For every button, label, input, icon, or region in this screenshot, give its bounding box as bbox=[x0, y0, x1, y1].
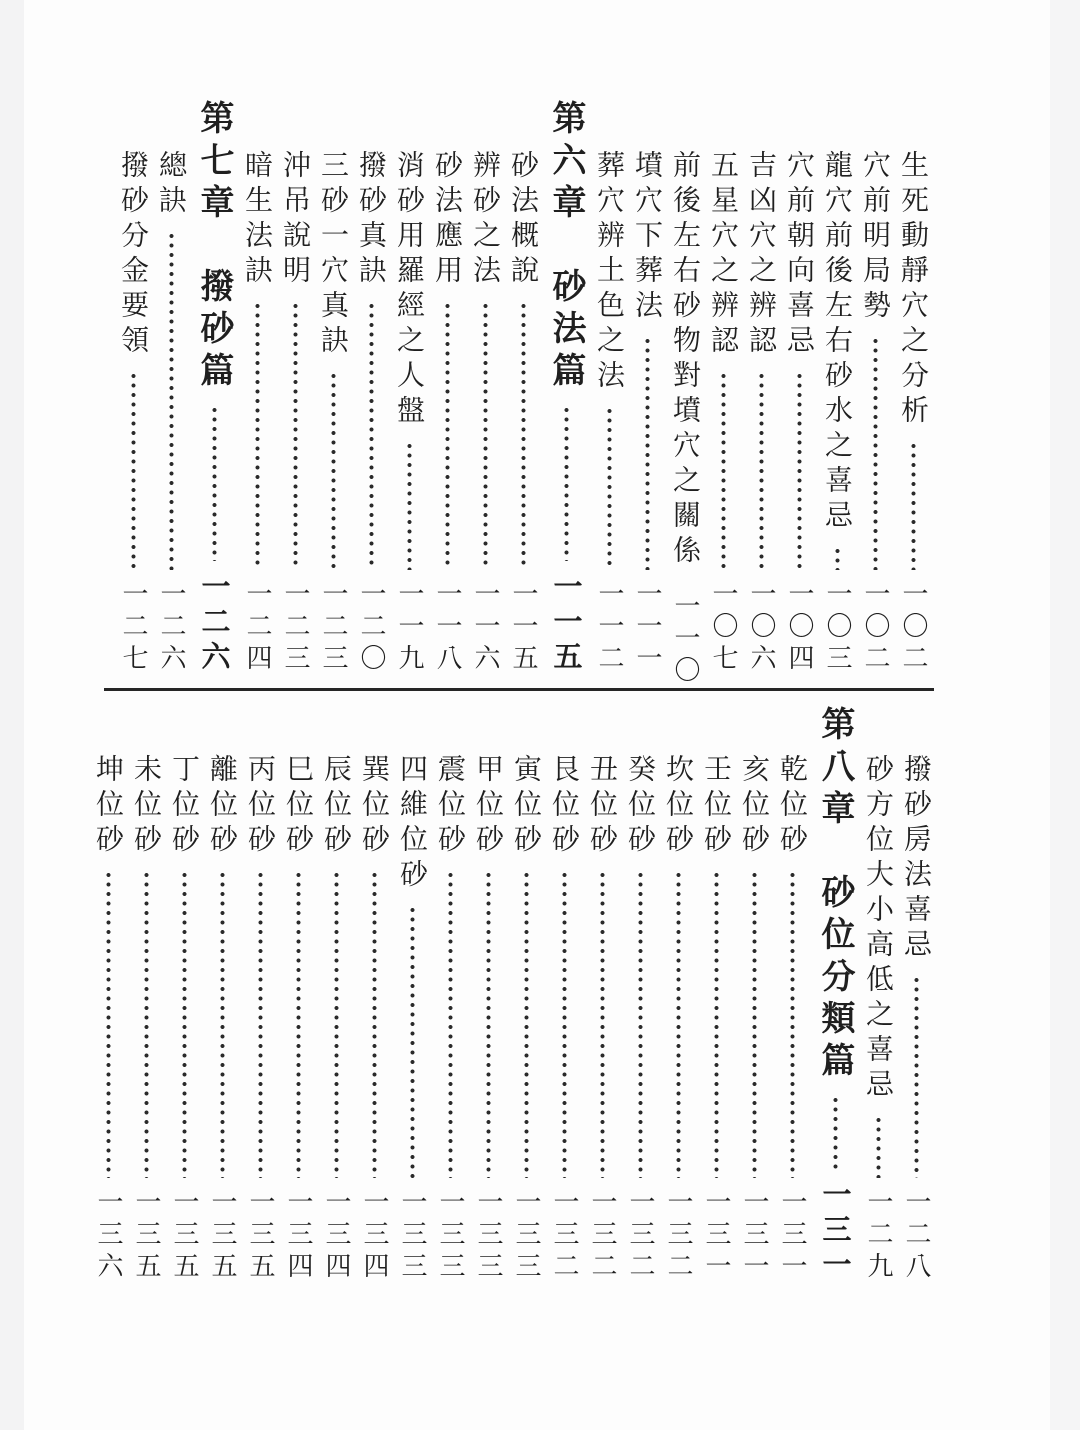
entry-page-number: 一二四 bbox=[242, 580, 272, 676]
entry-page-number: 一三三 bbox=[511, 1188, 541, 1284]
dotted-leader bbox=[331, 372, 336, 570]
toc-entry bbox=[355, 698, 393, 1306]
toc-entry bbox=[89, 698, 127, 1306]
toc-entry bbox=[276, 100, 314, 680]
toc-entry bbox=[238, 100, 276, 680]
entry-title: 撥砂真訣 bbox=[355, 150, 388, 290]
entry-title: 墳穴下葬法 bbox=[631, 150, 664, 325]
entry-page-number: 一二〇 bbox=[356, 580, 386, 676]
entry-page-number: 一三五 bbox=[131, 1188, 161, 1284]
toc-entry bbox=[780, 100, 818, 680]
entry-title: 壬位砂 bbox=[700, 754, 733, 859]
toc-entry bbox=[317, 698, 355, 1306]
entry-page-number: 一三三 bbox=[473, 1188, 503, 1284]
entry-title: 第七章 撥砂篇 bbox=[194, 100, 234, 394]
toc-entry bbox=[507, 698, 545, 1306]
toc-entry bbox=[152, 100, 190, 680]
dotted-leader bbox=[106, 871, 111, 1178]
entry-title: 砂方位大小高低之喜忌 bbox=[862, 754, 895, 1104]
entry-title: 龍穴前後左右砂水之喜忌 bbox=[821, 150, 854, 535]
entry-title: 丁位砂 bbox=[168, 754, 201, 859]
entry-page-number: 一二三 bbox=[280, 580, 310, 676]
dotted-leader bbox=[486, 871, 491, 1178]
dotted-leader bbox=[521, 302, 526, 570]
dotted-leader bbox=[676, 871, 681, 1178]
toc-entry bbox=[742, 100, 780, 680]
dotted-leader bbox=[448, 871, 453, 1178]
toc-entry bbox=[127, 698, 165, 1306]
entry-page-number: 一一五 bbox=[508, 580, 538, 676]
dotted-leader bbox=[873, 337, 878, 570]
entry-page-number: 一三二 bbox=[663, 1188, 693, 1284]
entry-title: 辨砂之法 bbox=[469, 150, 502, 290]
toc-entry bbox=[897, 698, 935, 1306]
toc-entry bbox=[428, 100, 466, 680]
dotted-leader bbox=[372, 871, 377, 1178]
entry-title: 寅位砂 bbox=[510, 754, 543, 859]
toc-entry bbox=[114, 100, 152, 680]
entry-title: 坎位砂 bbox=[662, 754, 695, 859]
dotted-leader bbox=[833, 1096, 838, 1169]
dotted-leader bbox=[607, 407, 612, 570]
entry-title: 乾位砂 bbox=[776, 754, 809, 859]
entry-title: 未位砂 bbox=[130, 754, 163, 859]
toc-entry bbox=[545, 698, 583, 1306]
toc-entry bbox=[621, 698, 659, 1306]
toc-entry bbox=[279, 698, 317, 1306]
toc-entry bbox=[390, 100, 428, 680]
toc-entry bbox=[352, 100, 390, 680]
entry-title: 穴前朝向喜忌 bbox=[783, 150, 816, 360]
entry-title: 吉凶穴之辨認 bbox=[745, 150, 778, 360]
dotted-leader bbox=[645, 337, 650, 570]
entry-title: 五星穴之辨認 bbox=[707, 150, 740, 360]
entry-page-number: 一〇六 bbox=[746, 580, 776, 676]
dotted-leader bbox=[407, 442, 412, 570]
dotted-leader bbox=[790, 871, 795, 1178]
dotted-leader bbox=[759, 372, 764, 570]
entry-page-number: 一〇七 bbox=[708, 580, 738, 676]
entry-page-number: 一一一 bbox=[632, 580, 662, 676]
entry-page-number: 一三三 bbox=[435, 1188, 465, 1284]
toc-section-bottom bbox=[89, 698, 935, 1306]
entry-title: 暗生法訣 bbox=[241, 150, 274, 290]
dotted-leader bbox=[835, 547, 840, 570]
entry-page-number: 一三五 bbox=[207, 1188, 237, 1284]
toc-entry bbox=[203, 698, 241, 1306]
toc-entry bbox=[469, 698, 507, 1306]
entry-title: 總訣 bbox=[155, 150, 188, 220]
page-left-margin-shadow bbox=[0, 0, 24, 1430]
toc-entry bbox=[393, 698, 431, 1306]
dotted-leader bbox=[564, 406, 569, 561]
entry-page-number: 一一六 bbox=[470, 580, 500, 676]
toc-entry bbox=[431, 698, 469, 1306]
dotted-leader bbox=[445, 302, 450, 570]
dotted-leader bbox=[797, 372, 802, 570]
dotted-leader bbox=[369, 302, 374, 570]
dotted-leader bbox=[562, 871, 567, 1178]
toc-entry bbox=[811, 698, 859, 1306]
entry-page-number: 一一八 bbox=[432, 580, 462, 676]
entry-title: 生死動靜穴之分析 bbox=[897, 150, 930, 430]
entry-page-number: 一〇三 bbox=[822, 580, 852, 676]
entry-page-number: 一一二 bbox=[594, 580, 624, 676]
entry-title: 震位砂 bbox=[434, 754, 467, 859]
entry-page-number: 一三一 bbox=[701, 1188, 731, 1284]
entry-title: 砂法概說 bbox=[507, 150, 540, 290]
entry-page-number: 一〇四 bbox=[784, 580, 814, 676]
entry-title: 坤位砂 bbox=[92, 754, 125, 859]
page-right-margin-shadow bbox=[1050, 0, 1080, 1430]
entry-page-number: 一二三 bbox=[318, 580, 348, 676]
entry-page-number: 一三一 bbox=[739, 1188, 769, 1284]
entry-page-number: 一三三 bbox=[397, 1188, 427, 1284]
toc-entry bbox=[466, 100, 504, 680]
dotted-leader bbox=[914, 976, 919, 1178]
entry-title: 撥砂房法喜忌 bbox=[900, 754, 933, 964]
dotted-leader bbox=[220, 871, 225, 1178]
entry-title: 第六章 砂法篇 bbox=[546, 100, 586, 394]
dotted-leader bbox=[410, 906, 415, 1178]
entry-page-number: 一二九 bbox=[863, 1188, 893, 1284]
dotted-leader bbox=[182, 871, 187, 1178]
dotted-leader bbox=[296, 871, 301, 1178]
entry-title: 三砂一穴真訣 bbox=[317, 150, 350, 360]
dotted-leader bbox=[293, 302, 298, 570]
dotted-leader bbox=[721, 372, 726, 570]
entry-title: 沖吊說明 bbox=[279, 150, 312, 290]
entry-page-number: 一二六 bbox=[197, 571, 232, 676]
entry-title: 撥砂分金要領 bbox=[117, 150, 150, 360]
entry-title: 亥位砂 bbox=[738, 754, 771, 859]
toc-entry bbox=[504, 100, 542, 680]
entry-page-number: 一三五 bbox=[245, 1188, 275, 1284]
entry-title: 砂法應用 bbox=[431, 150, 464, 290]
toc-entry bbox=[735, 698, 773, 1306]
toc-entry bbox=[659, 698, 697, 1306]
entry-page-number: 一〇二 bbox=[860, 580, 890, 676]
entry-page-number: 一三一 bbox=[777, 1188, 807, 1284]
entry-page-number: 一三二 bbox=[549, 1188, 579, 1284]
dotted-leader bbox=[212, 406, 217, 561]
entry-title: 第八章 砂位分類篇 bbox=[815, 706, 855, 1084]
entry-title: 四維位砂 bbox=[396, 754, 429, 894]
toc-entry bbox=[165, 698, 203, 1306]
entry-page-number: 一三四 bbox=[359, 1188, 389, 1284]
dotted-leader bbox=[483, 302, 488, 570]
entry-title: 穴前明局勢 bbox=[859, 150, 892, 325]
entry-title: 巳位砂 bbox=[282, 754, 315, 859]
dotted-leader bbox=[638, 871, 643, 1178]
toc-entry bbox=[542, 100, 590, 680]
entry-title: 離位砂 bbox=[206, 754, 239, 859]
entry-title: 丙位砂 bbox=[244, 754, 277, 859]
entry-page-number: 一一〇 bbox=[670, 592, 700, 688]
dotted-leader bbox=[169, 232, 174, 570]
entry-page-number: 一三一 bbox=[818, 1179, 853, 1284]
entry-title: 艮位砂 bbox=[548, 754, 581, 859]
toc-entry bbox=[190, 100, 238, 680]
toc-entry bbox=[590, 100, 628, 680]
dotted-leader bbox=[876, 1116, 881, 1178]
toc-entry bbox=[241, 698, 279, 1306]
entry-page-number: 一三四 bbox=[283, 1188, 313, 1284]
toc-entry bbox=[859, 698, 897, 1306]
toc-entry bbox=[628, 100, 666, 680]
entry-title: 前後左右砂物對墳穴之關係 bbox=[669, 150, 702, 570]
toc-entry bbox=[666, 100, 704, 688]
entry-page-number: 一〇二 bbox=[898, 580, 928, 676]
entry-title: 丑位砂 bbox=[586, 754, 619, 859]
entry-page-number: 一三六 bbox=[93, 1188, 123, 1284]
entry-page-number: 一二八 bbox=[901, 1188, 931, 1284]
entry-page-number: 一一九 bbox=[394, 580, 424, 676]
toc-entry bbox=[697, 698, 735, 1306]
entry-title: 巽位砂 bbox=[358, 754, 391, 859]
entry-title: 甲位砂 bbox=[472, 754, 505, 859]
toc-entry bbox=[773, 698, 811, 1306]
toc-entry bbox=[894, 100, 932, 680]
dotted-leader bbox=[255, 302, 260, 570]
toc-entry bbox=[818, 100, 856, 680]
entry-page-number: 一三二 bbox=[587, 1188, 617, 1284]
entry-title: 消砂用羅經之人盤 bbox=[393, 150, 426, 430]
entry-page-number: 一三四 bbox=[321, 1188, 351, 1284]
dotted-leader bbox=[131, 372, 136, 570]
dotted-leader bbox=[258, 871, 263, 1178]
dotted-leader bbox=[752, 871, 757, 1178]
dotted-leader bbox=[714, 871, 719, 1178]
entry-title: 辰位砂 bbox=[320, 754, 353, 859]
toc-section-top bbox=[114, 100, 932, 688]
toc-entry bbox=[704, 100, 742, 680]
toc-entry bbox=[314, 100, 352, 680]
entry-page-number: 一三五 bbox=[169, 1188, 199, 1284]
entry-title: 葬穴辨土色之法 bbox=[593, 150, 626, 395]
dotted-leader bbox=[911, 442, 916, 570]
dotted-leader bbox=[334, 871, 339, 1178]
entry-page-number: 一二六 bbox=[156, 580, 186, 676]
dotted-leader bbox=[524, 871, 529, 1178]
dotted-leader bbox=[144, 871, 149, 1178]
dotted-leader bbox=[600, 871, 605, 1178]
entry-page-number: 一二七 bbox=[118, 580, 148, 676]
toc-entry bbox=[583, 698, 621, 1306]
toc-entry bbox=[856, 100, 894, 680]
entry-page-number: 一一五 bbox=[549, 571, 584, 676]
section-divider bbox=[104, 688, 934, 691]
entry-title: 癸位砂 bbox=[624, 754, 657, 859]
entry-page-number: 一三二 bbox=[625, 1188, 655, 1284]
